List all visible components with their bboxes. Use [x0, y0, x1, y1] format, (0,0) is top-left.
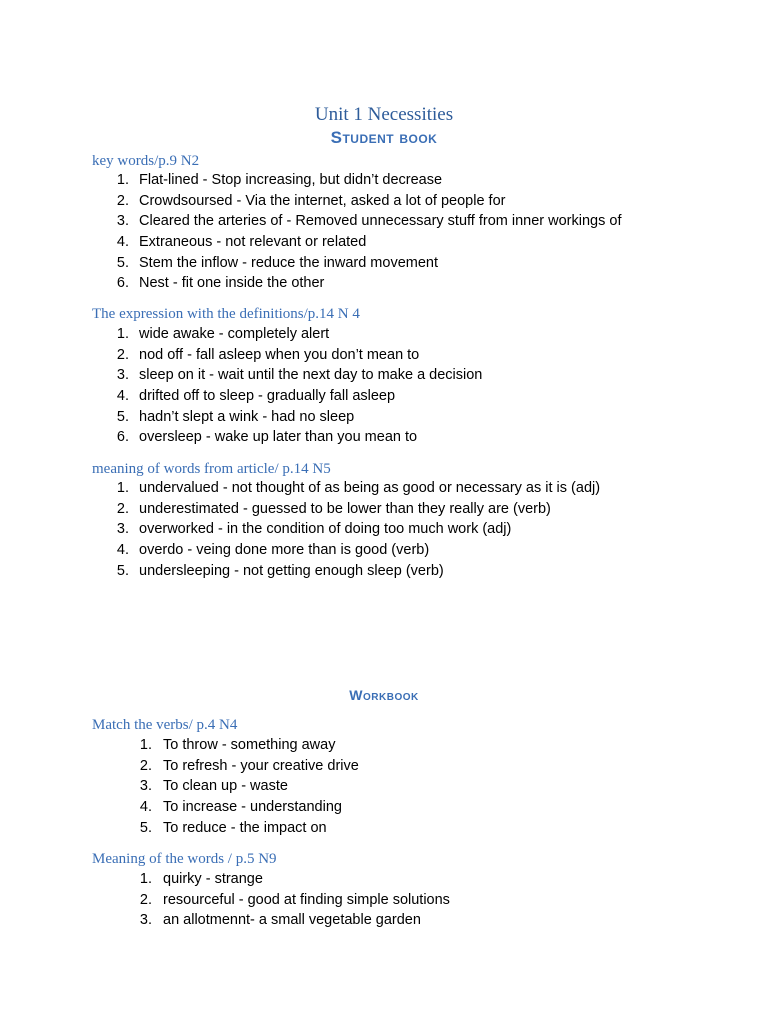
item-text: hadn’t slept a wink - had no sleep [139, 408, 355, 425]
item-number: 4. [116, 388, 129, 405]
item-text: overdo - veing done more than is good (verb) [139, 542, 430, 559]
item-text: Crowdsoursed - Via the internet, asked a lot of people for [139, 192, 506, 209]
item-number: 1. [139, 871, 152, 887]
section-heading-key-words: key words/p.9 N2 [92, 153, 200, 169]
item-text: nod off - fall asleep when you don’t mean to [139, 346, 420, 363]
item-number: 3. [116, 521, 129, 538]
item-number: 2. [116, 192, 129, 209]
item-text: wide awake - completely alert [139, 326, 330, 342]
section-heading-match-verbs: Match the verbs/ p.4 N4 [92, 717, 238, 733]
item-number: 3. [116, 367, 129, 384]
item-number: 2. [116, 346, 129, 363]
item-number: 5. [116, 408, 129, 425]
item-number: 5. [116, 562, 129, 579]
item-text: sleep on it - wait until the next day to make a decision [139, 367, 483, 384]
item-number: 1. [116, 480, 129, 496]
student-book-title: Student book [330, 128, 438, 147]
item-text: Flat-lined - Stop increasing, but didn’t decrease [139, 172, 443, 188]
item-number: 2. [139, 757, 152, 774]
item-text: To throw - something away [163, 737, 336, 753]
item-text: To clean up - waste [163, 778, 288, 795]
section-heading-meaning-article: meaning of words from article/ p.14 N5 [92, 461, 331, 477]
item-number: 3. [139, 912, 152, 929]
item-text: resourceful - good at finding simple solutions [163, 891, 450, 908]
item-text: underestimated - guessed to be lower than they really are (verb) [139, 500, 551, 517]
item-text: To increase - understanding [163, 799, 342, 816]
item-text: Extraneous - not relevant or related [139, 234, 367, 251]
item-text: Nest - fit one inside the other [139, 275, 325, 292]
section-heading-meaning-words: Meaning of the words / p.5 N9 [92, 851, 277, 867]
item-number: 4. [116, 542, 129, 559]
item-number: 2. [139, 891, 152, 908]
item-text: To refresh - your creative drive [163, 757, 359, 774]
item-text: undersleeping - not getting enough sleep (verb) [139, 562, 444, 579]
item-text: Cleared the arteries of - Removed unnecessary stuff from inner workings of [139, 213, 622, 230]
item-text: undervalued - not thought of as being as good or necessary as it is (adj) [139, 480, 601, 496]
item-number: 2. [116, 500, 129, 517]
item-text: quirky - strange [163, 871, 263, 887]
item-number: 6. [116, 429, 129, 446]
item-text: drifted off to sleep - gradually fall asleep [139, 388, 396, 405]
item-number: 1. [116, 172, 129, 188]
item-text: overworked - in the condition of doing too much work (adj) [139, 521, 512, 538]
section-heading-expressions: The expression with the definitions/p.14 N 4 [92, 306, 360, 322]
item-number: 6. [116, 275, 129, 292]
workbook-title: Workbook [349, 687, 419, 703]
item-text: oversleep - wake up later than you mean to [139, 429, 418, 446]
item-number: 1. [139, 737, 152, 753]
item-number: 1. [116, 326, 129, 342]
page-title: Unit 1 Necessities [314, 104, 454, 125]
item-text: an allotmennt- a small vegetable garden [163, 912, 421, 929]
item-text: Stem the inflow - reduce the inward movement [139, 254, 438, 271]
item-number: 4. [139, 799, 152, 816]
item-number: 3. [139, 778, 152, 795]
item-number: 5. [139, 819, 152, 836]
item-number: 3. [116, 213, 129, 230]
item-number: 4. [116, 234, 129, 251]
item-text: To reduce - the impact on [163, 819, 327, 836]
item-number: 5. [116, 254, 129, 271]
